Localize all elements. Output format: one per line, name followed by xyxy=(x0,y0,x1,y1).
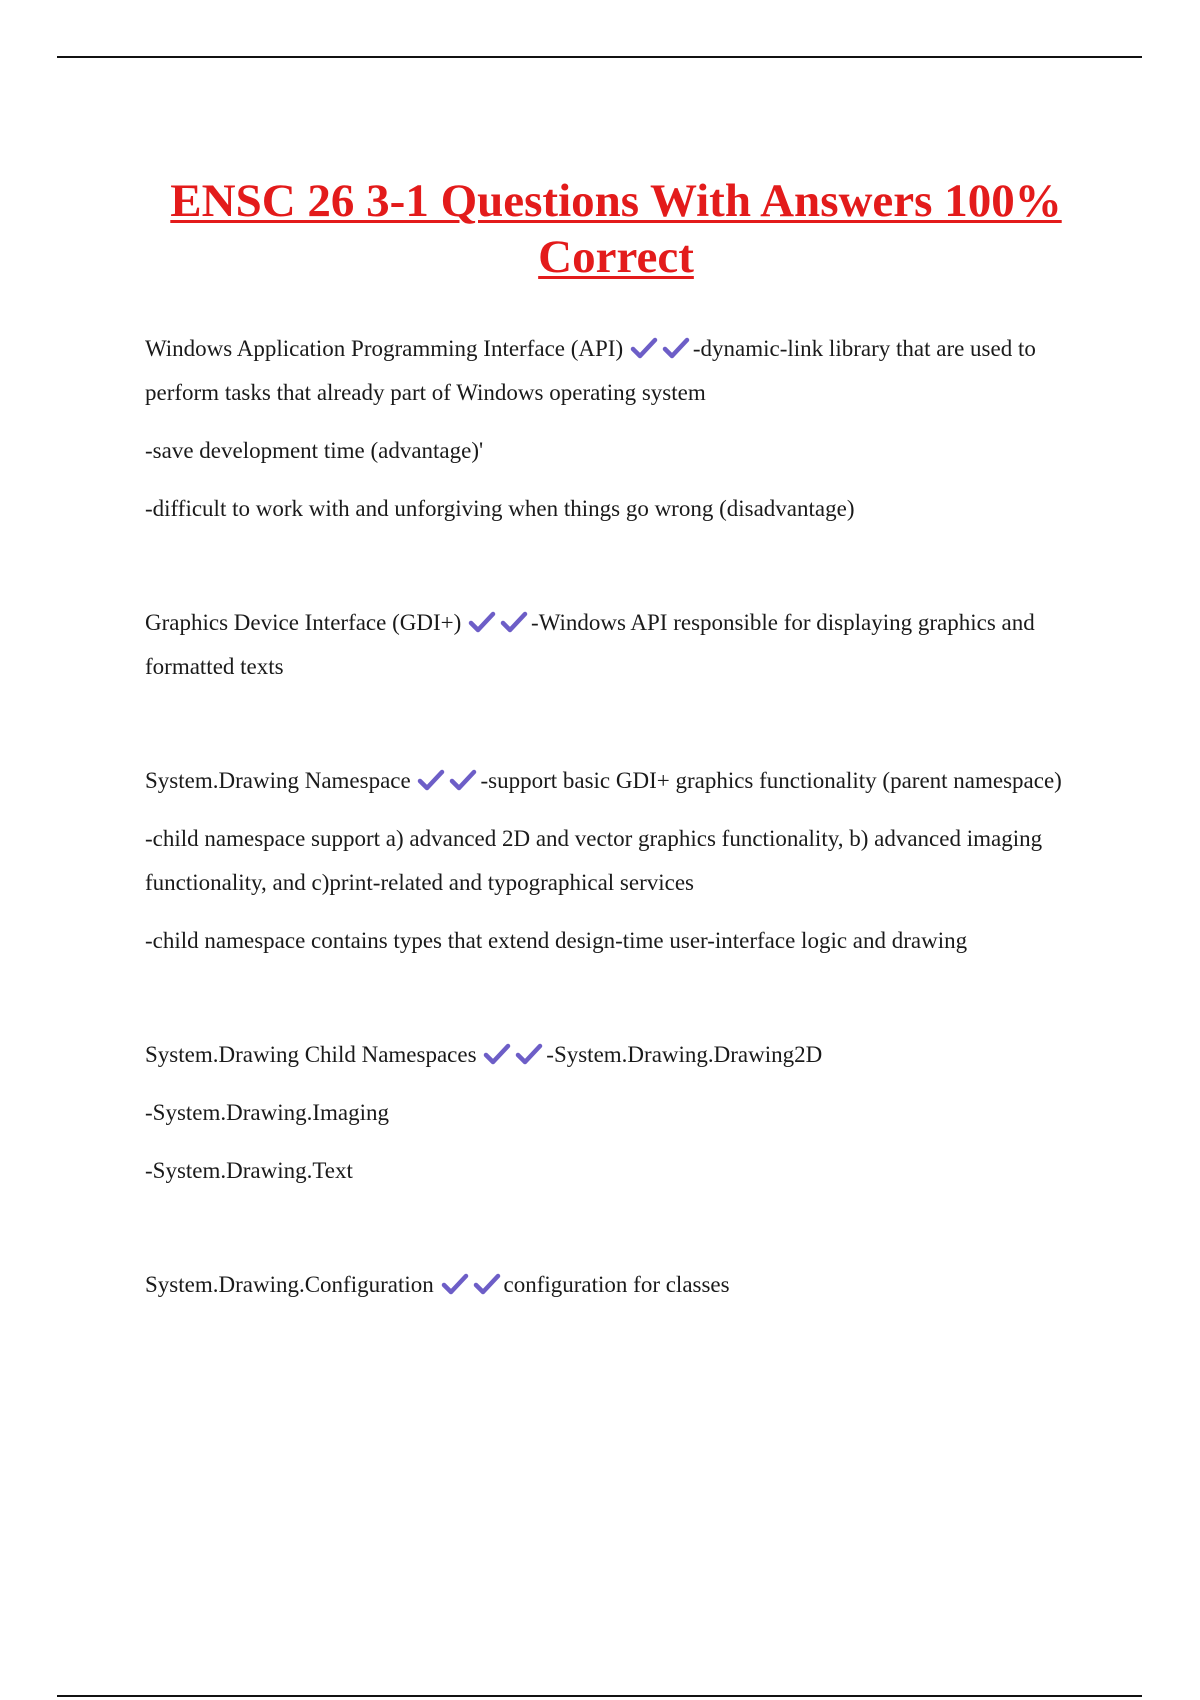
qa-list xyxy=(145,327,1095,1377)
checkmark-icon xyxy=(441,1267,471,1293)
qa-term: System.Drawing.Configuration xyxy=(145,1272,434,1297)
qa-question xyxy=(145,1263,1095,1307)
qa-extra: -child namespace support a) advanced 2D and vector graphics functionality, b) advanced imaging functionality, and c)print-related and typographical services xyxy=(145,826,1043,895)
qa-extra: -difficult to work with and unforgiving when things go wrong (disadvantage) xyxy=(145,496,855,521)
checkmark-icon xyxy=(417,763,447,789)
checkmark-icon xyxy=(483,1037,513,1063)
qa-term: System.Drawing Child Namespaces xyxy=(145,1042,477,1067)
qa-item xyxy=(145,327,1095,531)
qa-answer: configuration for classes xyxy=(503,1272,730,1297)
qa-extra: -child namespace contains types that extend design-time user-interface logic and drawing xyxy=(145,928,968,953)
checkmark-icon xyxy=(515,1037,545,1063)
qa-extra: -System.Drawing.Imaging xyxy=(145,1100,390,1125)
checkmark-icon xyxy=(449,763,479,789)
qa-term: System.Drawing Namespace xyxy=(145,768,411,793)
bottom-rule xyxy=(57,1695,1142,1697)
qa-answer: -support basic GDI+ graphics functionality (parent namespace) xyxy=(480,768,1062,793)
qa-item xyxy=(145,1033,1095,1193)
checkmark-icon xyxy=(468,605,498,631)
qa-term: Windows Application Programming Interface (API) xyxy=(145,336,624,361)
checkmark-icon xyxy=(473,1267,503,1293)
qa-answer: -Windows API responsible for displaying graphics and formatted texts xyxy=(145,610,1035,679)
qa-extra: -System.Drawing.Text xyxy=(145,1158,353,1183)
qa-question xyxy=(145,759,1095,803)
qa-extra: -save development time (advantage)' xyxy=(145,438,484,463)
qa-answer: -System.Drawing.Drawing2D xyxy=(546,1042,823,1067)
qa-item xyxy=(145,1263,1095,1307)
checkmark-icon xyxy=(630,331,660,357)
checkmark-icon xyxy=(500,605,530,631)
qa-question xyxy=(145,327,1095,415)
qa-question xyxy=(145,601,1095,689)
page-title: ENSC 26 3-1 Questions With Answers 100% Correct xyxy=(170,175,1062,284)
qa-item xyxy=(145,601,1095,689)
qa-question xyxy=(145,1033,1095,1077)
qa-term: Graphics Device Interface (GDI+) xyxy=(145,610,462,635)
top-rule xyxy=(57,56,1142,58)
qa-item xyxy=(145,759,1095,963)
checkmark-icon xyxy=(662,331,692,357)
qa-answer: -dynamic-link library that are used to perform tasks that already part of Windows operating system xyxy=(145,336,1036,405)
